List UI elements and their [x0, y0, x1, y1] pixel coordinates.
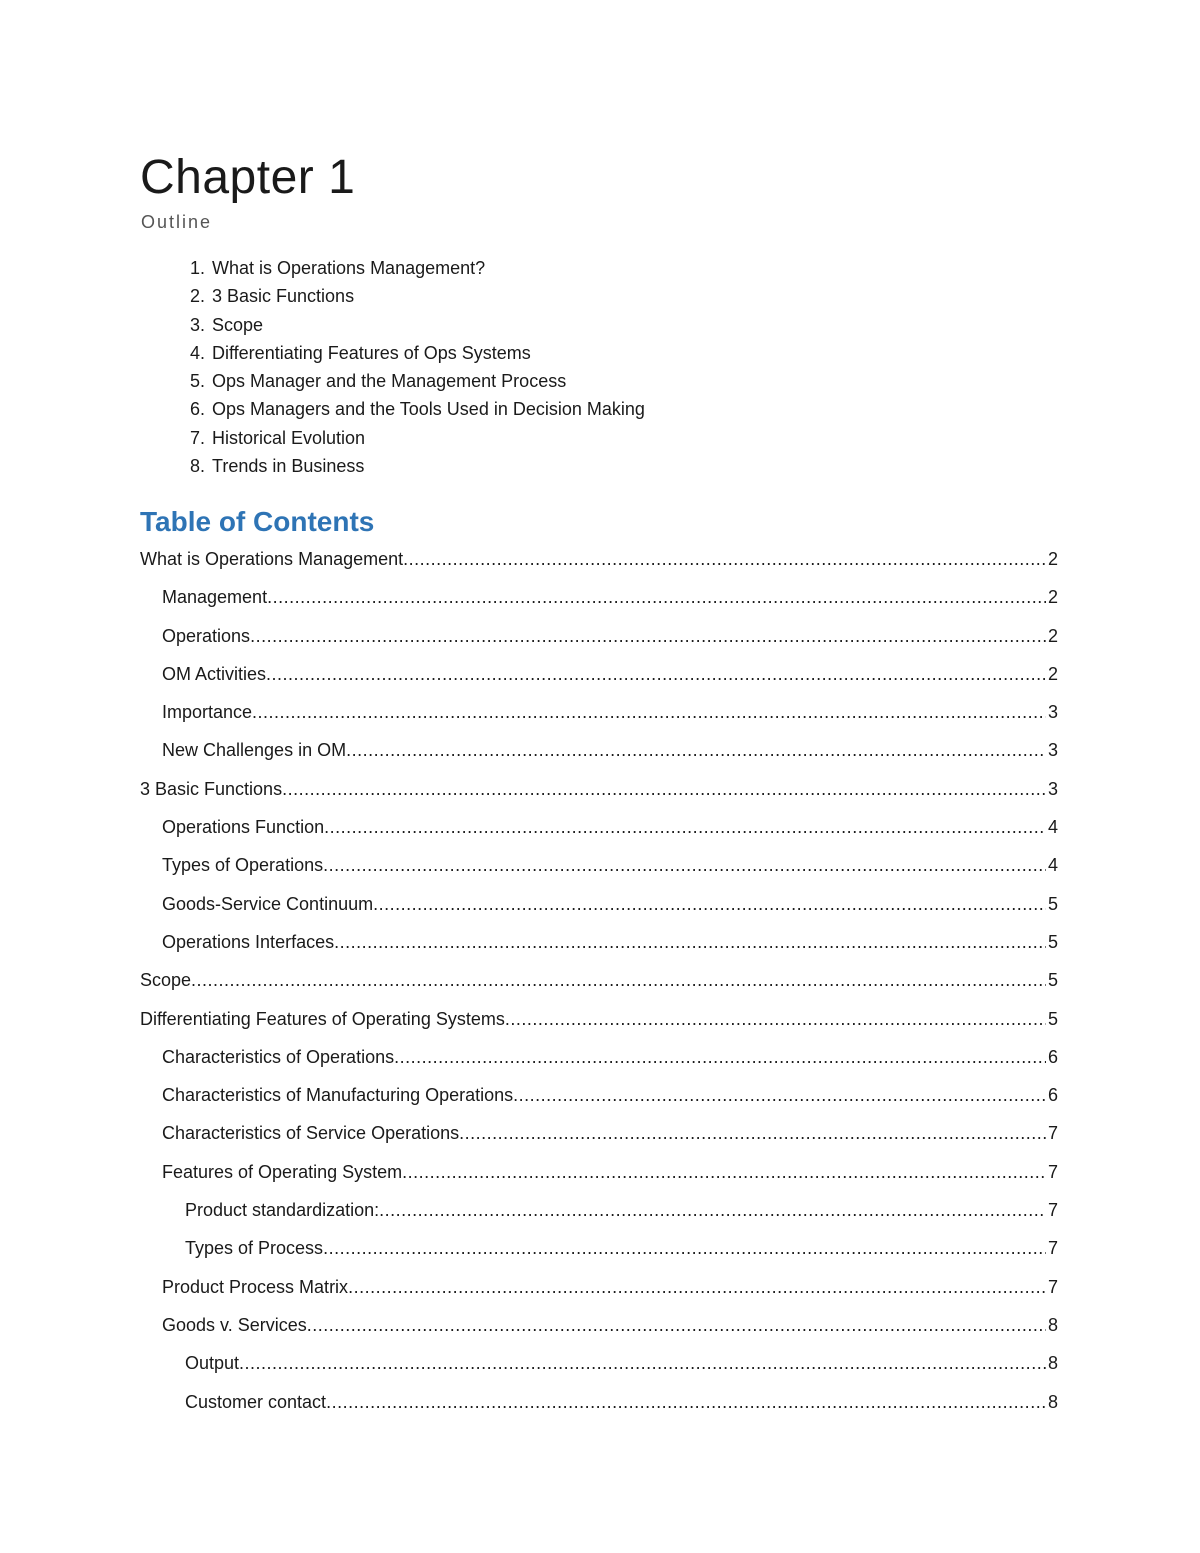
outline-item	[140, 395, 645, 423]
toc-leader-dots	[266, 660, 1046, 688]
toc-leader-dots	[250, 622, 1046, 650]
toc-page-number: 3	[1047, 778, 1058, 799]
outline-list	[140, 254, 645, 480]
toc-page-number: 7	[1047, 1200, 1058, 1221]
toc-entry[interactable]	[140, 583, 1058, 621]
outline-item-number: 4.	[190, 342, 206, 363]
outline-item-number: 3.	[190, 314, 206, 335]
toc-page-number: 7	[1047, 1276, 1058, 1297]
outline-item-number: 5.	[190, 371, 206, 392]
chapter-title: Chapter 1	[140, 151, 356, 204]
toc-entry-text: Product Process Matrix	[162, 1276, 349, 1297]
toc-entry-text: Characteristics of Operations	[162, 1046, 395, 1067]
toc-entry[interactable]	[140, 1043, 1058, 1081]
toc-leader-dots	[402, 1158, 1046, 1186]
toc-entry-text: Product standardization:	[185, 1200, 380, 1221]
outline-item-label: What is Operations Management?	[212, 258, 486, 278]
toc-page-number: 3	[1047, 702, 1058, 723]
toc-entry-text: Output	[185, 1353, 240, 1374]
toc-entry[interactable]	[140, 1273, 1058, 1311]
toc-leader-dots	[403, 545, 1046, 573]
toc-page-number: 7	[1047, 1123, 1058, 1144]
toc-entry-text: Customer contact	[185, 1391, 327, 1412]
toc-entry[interactable]	[140, 736, 1058, 774]
outline-item	[140, 367, 645, 395]
toc-page-number: 2	[1047, 549, 1058, 569]
toc-page-number: 2	[1047, 625, 1058, 646]
toc-page-number: 6	[1047, 1046, 1058, 1067]
toc-leader-dots	[324, 813, 1046, 841]
toc-entry[interactable]	[140, 1349, 1058, 1387]
toc-entry[interactable]	[140, 545, 1058, 583]
toc-page-number: 3	[1047, 740, 1058, 761]
toc-entry-text: Goods v. Services	[162, 1314, 307, 1335]
toc-leader-dots	[282, 775, 1046, 803]
outline-item	[140, 339, 645, 367]
toc-entry[interactable]	[140, 1234, 1058, 1272]
toc-leader-dots	[379, 1196, 1046, 1224]
toc-leader-dots	[505, 1005, 1046, 1033]
outline-item-number: 6.	[190, 399, 206, 420]
outline-item-label: Ops Manager and the Management Process	[212, 371, 567, 392]
outline-item-label: Trends in Business	[212, 456, 365, 477]
toc-entry-text: Characteristics of Manufacturing Operations	[162, 1085, 514, 1106]
toc-entry-text: Scope	[140, 970, 192, 991]
toc-entry[interactable]	[140, 698, 1058, 736]
toc-entry-text: OM Activities	[162, 663, 267, 684]
toc-entry[interactable]	[140, 775, 1058, 813]
toc-page-number: 4	[1047, 855, 1058, 876]
toc-entry-text: Features of Operating System	[162, 1161, 403, 1182]
toc-page-number: 8	[1047, 1391, 1058, 1412]
outline-item-number: 2.	[190, 286, 206, 307]
toc-entry[interactable]	[140, 1005, 1058, 1043]
toc-entry-text: Operations	[162, 625, 251, 646]
toc-leader-dots	[394, 1043, 1046, 1071]
toc-page-number: 5	[1047, 931, 1058, 952]
toc-leader-dots	[334, 928, 1046, 956]
toc-leader-dots	[323, 851, 1046, 879]
toc-leader-dots	[326, 1388, 1046, 1416]
toc-page-number: 5	[1047, 970, 1058, 991]
toc-page-number: 8	[1047, 1353, 1058, 1374]
toc-page-number: 7	[1047, 1161, 1058, 1182]
toc-entry-text: Characteristics of Service Operations	[162, 1123, 460, 1144]
outline-item-label: 3 Basic Functions	[212, 286, 355, 307]
toc-entry[interactable]	[140, 851, 1058, 889]
toc-entry-text: Management	[162, 587, 268, 608]
toc-entry[interactable]	[140, 928, 1058, 966]
toc-page-number: 5	[1047, 1008, 1058, 1029]
toc-page-number: 5	[1047, 893, 1058, 914]
toc-page-number: 8	[1047, 1314, 1058, 1335]
toc-page-number: 2	[1047, 587, 1058, 608]
toc-leader-dots	[513, 1081, 1046, 1109]
toc-entry[interactable]	[140, 1119, 1058, 1157]
toc-entry-text: 3 Basic Functions	[140, 778, 283, 799]
toc-entry[interactable]	[140, 1311, 1058, 1349]
toc-heading: Table of Contents	[140, 506, 375, 537]
toc-entry-text: Operations Function	[162, 817, 325, 838]
toc-leader-dots	[252, 698, 1046, 726]
toc-leader-dots	[191, 966, 1046, 994]
toc-entry-text: Operations Interfaces	[162, 931, 335, 952]
toc-entry[interactable]	[140, 622, 1058, 660]
toc-page-number: 2	[1047, 663, 1058, 684]
toc-entry[interactable]	[140, 1388, 1058, 1426]
toc-entry[interactable]	[140, 890, 1058, 928]
toc-entry[interactable]	[140, 660, 1058, 698]
outline-item-number: 7.	[190, 427, 206, 448]
toc-entry-text: Types of Operations	[162, 855, 324, 876]
toc-entry[interactable]	[140, 1081, 1058, 1119]
toc-leader-dots	[346, 736, 1046, 764]
toc-leader-dots	[373, 890, 1046, 918]
toc-leader-dots	[239, 1349, 1046, 1377]
outline-item-label: Scope	[212, 314, 264, 335]
toc-entry[interactable]	[140, 1158, 1058, 1196]
toc-leader-dots	[348, 1273, 1046, 1301]
toc-leader-dots	[267, 583, 1046, 611]
outline-item-number: 8.	[190, 456, 206, 477]
toc-entry-text: Types of Process	[185, 1238, 324, 1259]
toc-entry-text: What is Operations Management	[140, 549, 404, 569]
toc-entry-text: Differentiating Features of Operating Systems	[140, 1008, 505, 1029]
toc-entry[interactable]	[140, 966, 1058, 1004]
toc-page-number: 6	[1047, 1085, 1058, 1106]
toc-leader-dots	[323, 1234, 1046, 1262]
outline-item-number: 1.	[190, 258, 206, 278]
outline-subtitle: Outline	[141, 212, 213, 232]
toc-leader-dots	[459, 1119, 1046, 1147]
outline-item-label: Historical Evolution	[212, 427, 366, 448]
outline-item	[140, 254, 645, 282]
toc-page-number: 4	[1047, 817, 1058, 838]
outline-item	[140, 452, 645, 480]
toc-entry-text: New Challenges in OM	[162, 740, 347, 761]
toc-entry-text: Goods-Service Continuum	[162, 893, 374, 914]
outline-item-label: Differentiating Features of Ops Systems	[212, 342, 531, 363]
toc-entry[interactable]	[140, 1196, 1058, 1234]
outline-item	[140, 311, 645, 339]
toc-entry[interactable]	[140, 813, 1058, 851]
toc-entry-text: Importance	[162, 702, 253, 723]
outline-item	[140, 424, 645, 452]
outline-item	[140, 282, 645, 310]
outline-item-label: Ops Managers and the Tools Used in Decision Making	[212, 399, 645, 420]
toc-leader-dots	[307, 1311, 1046, 1339]
table-of-contents	[140, 545, 1058, 1426]
toc-page-number: 7	[1047, 1238, 1058, 1259]
